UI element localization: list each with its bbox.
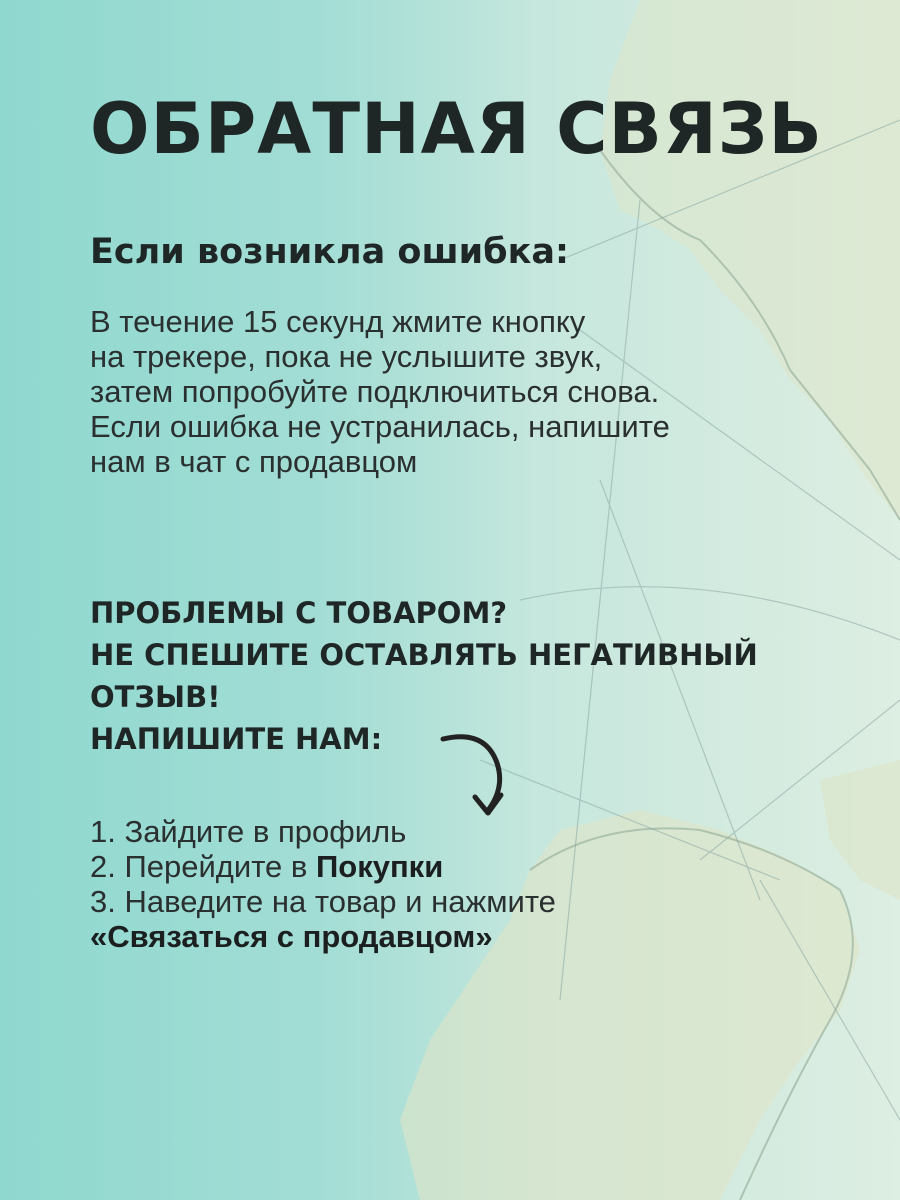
problem-line: ОТЗЫВ! [90, 680, 221, 714]
problem-line: НЕ СПЕШИТЕ ОСТАВЛЯТЬ НЕГАТИВНЫЙ [90, 638, 758, 672]
error-line: нам в чат с продавцом [90, 444, 418, 479]
page-title: ОБРАТНАЯ СВЯЗЬ [90, 88, 823, 170]
problem-line: НАПИШИТЕ НАМ: [90, 722, 383, 756]
error-line: затем попробуйте подключиться снова. [90, 374, 660, 409]
step-item: 1. Зайдите в профиль [90, 814, 407, 849]
error-line: Если ошибка не устранилась, напишите [90, 409, 670, 444]
step-item [90, 919, 556, 954]
step-item: 3. Наведите на товар и нажмите [90, 884, 556, 919]
purchases-label: Покупки [315, 849, 444, 884]
error-line: В течение 15 секунд жмите кнопку [90, 304, 586, 339]
contact-seller-label: «Связаться с продавцом» [90, 919, 493, 954]
steps-list [90, 814, 556, 954]
error-instructions [90, 304, 850, 479]
error-heading: Если возникла ошибка: [90, 232, 569, 272]
curved-arrow-down-icon [435, 725, 515, 825]
error-line: на трекере, пока не услышите звук, [90, 339, 603, 374]
step-item: 2. Перейдите в Покупки [90, 849, 444, 884]
problem-line: ПРОБЛЕМЫ С ТОВАРОМ? [90, 596, 508, 630]
problem-callout [90, 592, 758, 760]
